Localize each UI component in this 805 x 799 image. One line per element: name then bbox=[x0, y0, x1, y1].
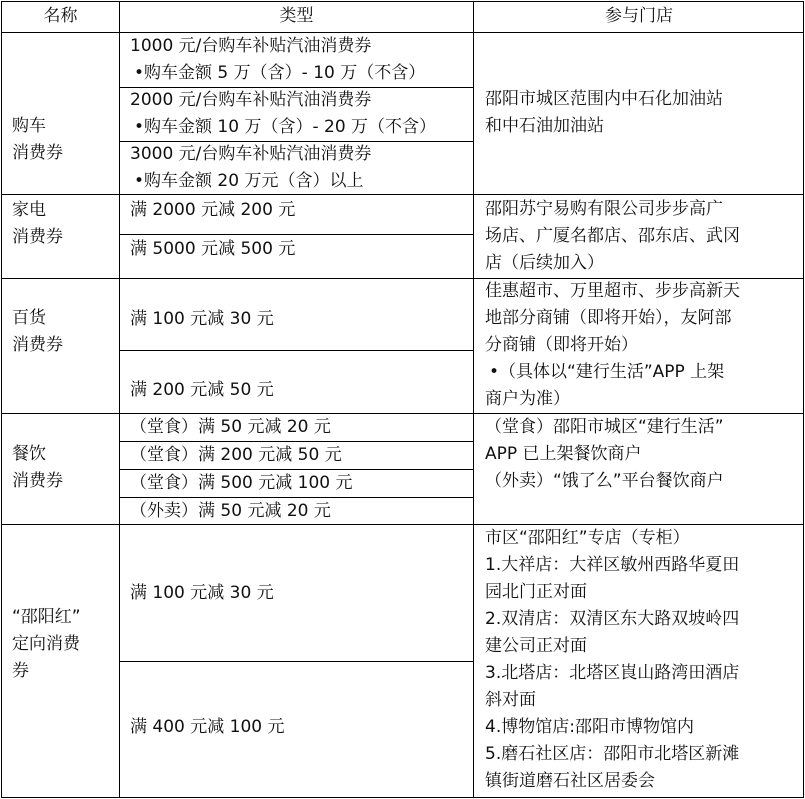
appliance-voucher-name: 家电 消费券 bbox=[12, 200, 63, 247]
department-stores: 佳惠超市、万里超市、步步高新天 地部分商铺（即将开始），友阿部 分商铺（即将开始） •（具体以“建行生活”APP 上架 商户为准） bbox=[485, 281, 740, 409]
shaoyanghong-stores: 市区“邵阳红”专店（专柜） 1.大祥店：大祥区敏州西路华夏田 园北门正对面 2.双清店：双清区东大路双坡岭四 建公司正对面 3.北塔店：北塔区崀山路湾田酒店 斜对面 4.博物馆店:邵阳市博物馆内 5.磨石社区店：邵阳市北塔区新滩 镇街道磨石社区居委会 bbox=[485, 528, 740, 791]
appliance-type-2: 满 5000 元减 500 元 bbox=[130, 239, 296, 259]
appliance-stores: 邵阳苏宁易购有限公司步步高广 场店、广厦名都店、邵东店、武冈 店（后续加入） bbox=[485, 199, 740, 273]
dining-type-2: （堂食）满 200 元减 50 元 bbox=[130, 445, 342, 465]
shaoyanghong-type-1: 满 100 元减 30 元 bbox=[130, 583, 274, 603]
car-voucher-name: 购车 消费券 bbox=[12, 116, 63, 163]
car-type-3: 3000 元/台购车补贴汽油消费券 •购车金额 20 万元（含）以上 bbox=[130, 144, 372, 191]
appliance-type-1: 满 2000 元减 200 元 bbox=[130, 200, 296, 220]
department-voucher-name: 百货 消费券 bbox=[12, 308, 63, 355]
dining-type-4: （外卖）满 50 元减 20 元 bbox=[130, 501, 331, 521]
car-stores: 邵阳市城区范围内中石化加油站 和中石油加油站 bbox=[485, 89, 723, 136]
header-name: 名称 bbox=[43, 6, 78, 26]
dining-type-1: （堂食）满 50 元减 20 元 bbox=[130, 417, 331, 437]
header-stores: 参与门店 bbox=[605, 6, 673, 26]
car-type-1: 1000 元/台购车补贴汽油消费券 •购车金额 5 万（含）- 10 万（不含） bbox=[130, 36, 426, 83]
header-type: 类型 bbox=[279, 6, 314, 26]
shaoyanghong-type-2: 满 400 元减 100 元 bbox=[130, 717, 285, 737]
department-type-1: 满 100 元减 30 元 bbox=[130, 309, 274, 329]
department-type-2: 满 200 元减 50 元 bbox=[130, 380, 274, 400]
dining-voucher-name: 餐饮 消费券 bbox=[12, 444, 63, 491]
car-type-2: 2000 元/台购车补贴汽油消费券 •购车金额 10 万（含）- 20 万（不含） bbox=[130, 90, 437, 137]
dining-stores: （堂食）邵阳市城区“建行生活” APP 已上架餐饮商户 （外卖）“饿了么”平台餐饮商户 bbox=[485, 417, 724, 491]
shaoyanghong-voucher-name: “邵阳红” 定向消费 券 bbox=[12, 607, 81, 681]
dining-type-3: （堂食）满 500 元减 100 元 bbox=[130, 473, 353, 493]
